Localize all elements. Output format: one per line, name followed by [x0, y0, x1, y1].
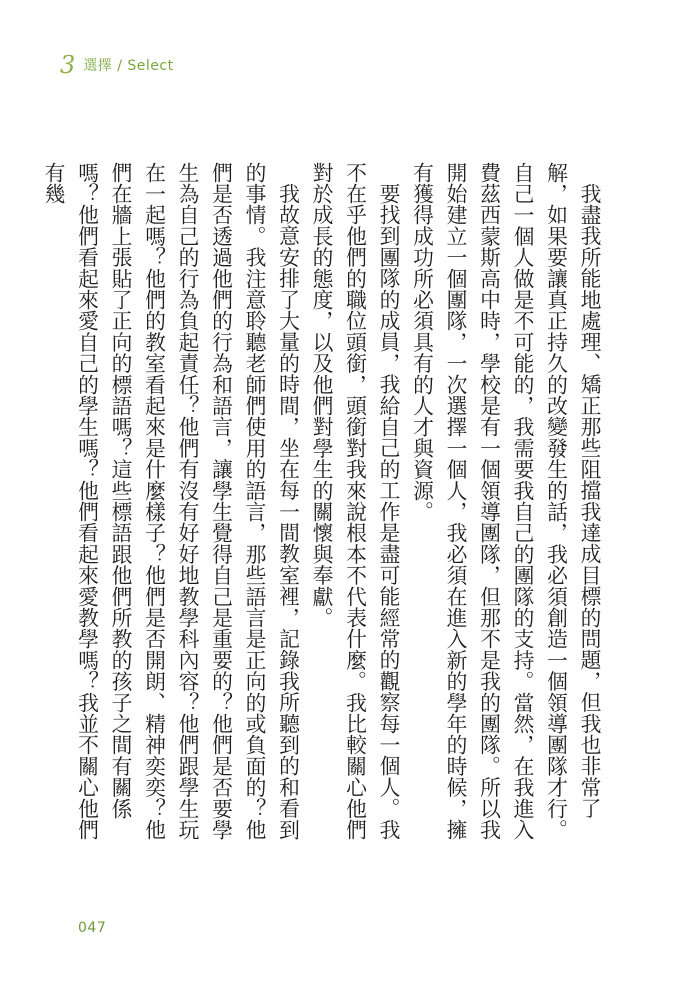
paragraph: 要找到團隊的成員，我給自己的工作是盡可能經常的觀察每一個人。我不在乎他們的職位頭銜，頭銜對我來說根本不代表什麼。我比較關心他們對於成長的態度，以及他們對學生的關懷與奉獻。 [309, 162, 400, 841]
chapter-number: 3 [60, 51, 76, 79]
body-text [41, 162, 605, 842]
running-header [60, 50, 174, 80]
paragraph: 我故意安排了大量的時間，坐在每一間教室裡，記錄我所聽到的和看到的事情。我注意聆聽老師們使用的語言，那些語言是正向的或負面的？他們是否透過他們的行為和語言，讓學生覺得自己是重要的？他們是否要學生為自己的行為負起責任？他們有沒有好好地教學科內容？他們跟學生玩在一起嗎？他們的教室看起來是什麼樣子？他們是否開朗、精神奕奕？他們在牆上張貼了正向的標語嗎？這些標語跟他們所教的孩子之間有關係嗎？他們看起來愛自己的學生嗎？他們看起來愛教學嗎？我並不關心他們有幾 [41, 162, 300, 841]
page-number: 047 [78, 920, 107, 936]
paragraph: 我盡我所能地處理、矯正那些阻擋我達成目標的問題，但我也非常了解，如果要讓真正持久的改變發生的話，我必須創造一個領導團隊才行。自己一個人做是不可能的，我需要我自己的團隊的支持。當然，在我進入費茲西蒙斯高中時，學校是有一個領導團隊，但那不是我的團隊。所以我開始建立一個團隊，一次選擇一個人，我必須在進入新的學年的時候，擁有獲得成功所必須具有的人才與資源。 [409, 162, 601, 841]
chapter-title: 選擇 / Select [83, 58, 174, 74]
